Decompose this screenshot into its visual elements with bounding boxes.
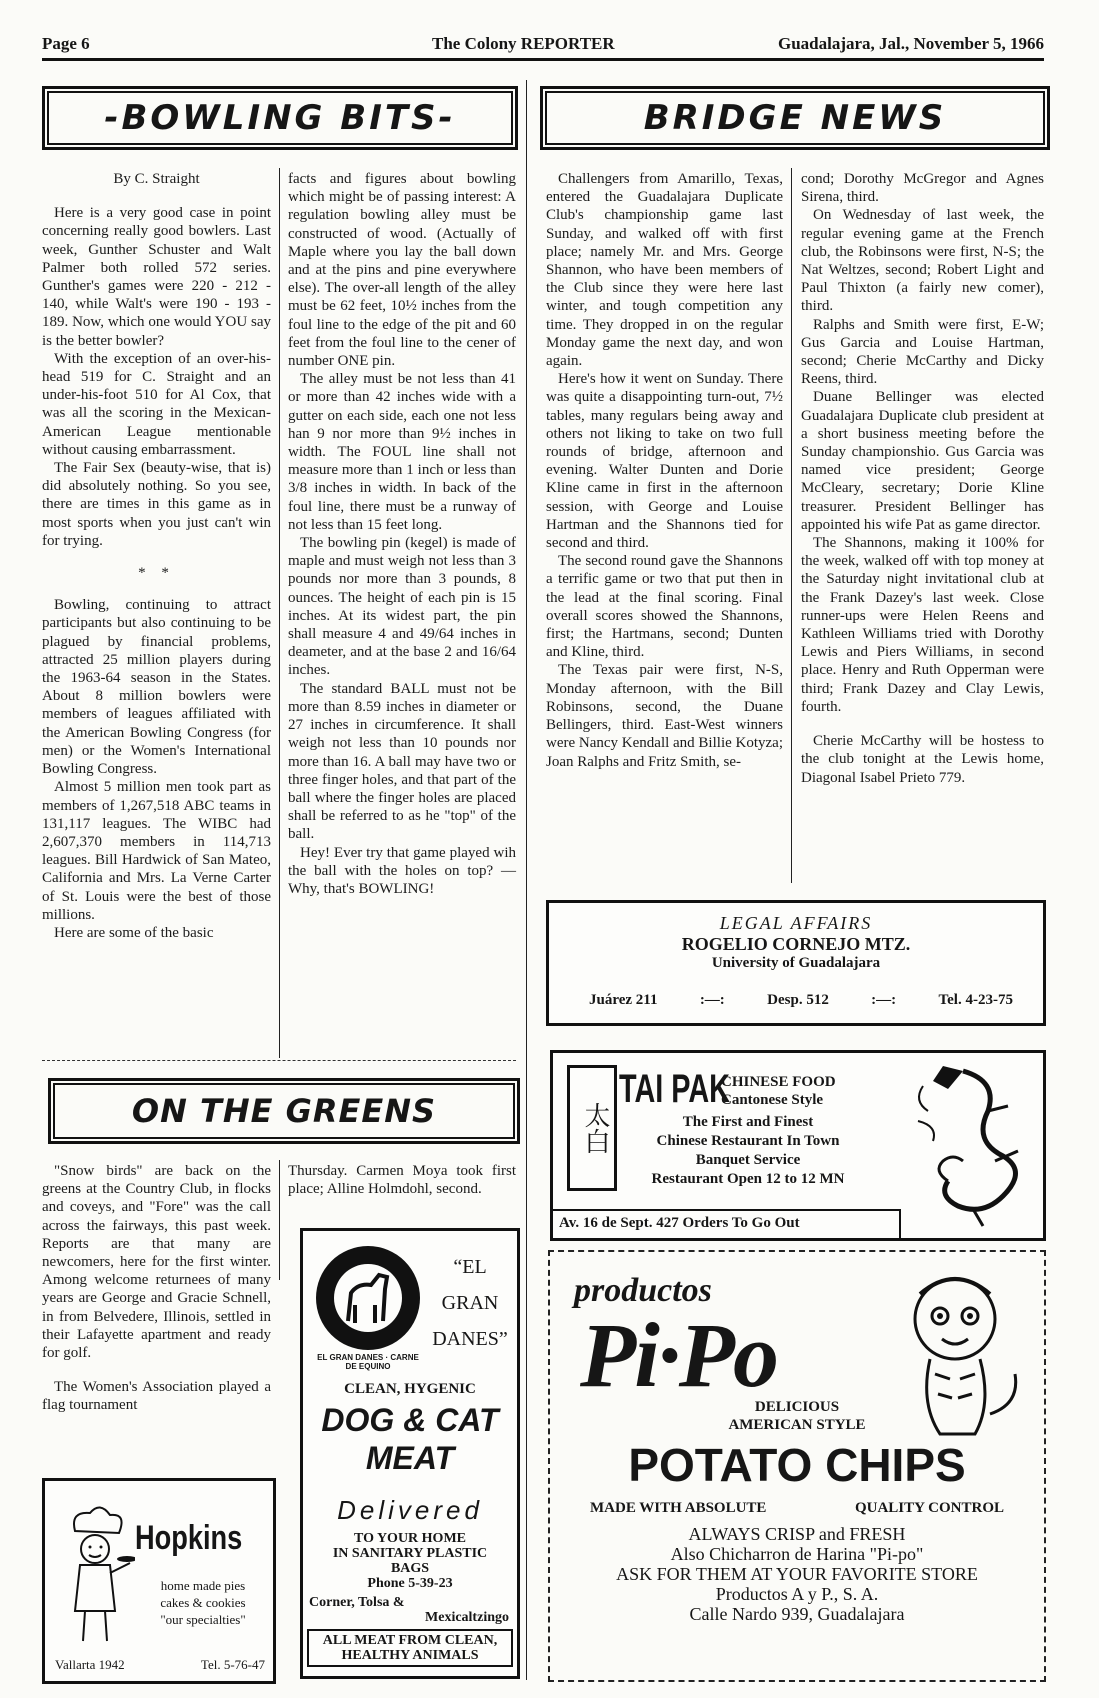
title-line: DANES” xyxy=(432,1328,508,1350)
paper-title: The Colony REPORTER xyxy=(432,34,615,53)
detail-line: BAGS xyxy=(390,1561,430,1576)
hopkins-ad xyxy=(42,1478,276,1684)
paragraph: Here is a very good case in point concerning really good bowlers. Last week, Gunther Schuster and Walt Palmer both rolled 572 series. Gunther's games were 220 - 212 - 140, while Walt's were 190 - 193 - 189. Now, which one would YOU say is the better bowler? xyxy=(42,205,271,349)
dog-seal-icon xyxy=(313,1243,423,1353)
bridge-column-1 xyxy=(546,170,783,771)
gran-danes-details xyxy=(303,1531,517,1591)
paragraph: The second round gave the Shannons a terrific game or two that put then in the lead at the final scoring. Final overall scores showed the Shannons, first; the Hartmans, second; Dunten and Kline, third. xyxy=(546,553,783,661)
gran-danes-footer xyxy=(307,1629,513,1667)
legal-affairs-ad xyxy=(546,900,1046,1026)
pipo-line: Calle Nardo 939, Guadalajara xyxy=(689,1604,905,1624)
divider xyxy=(42,1060,516,1061)
paragraph: The Shannons, making it 100% for the week, walked off with top money at the Saturday night invitational club at the Frank Dazey's last week. Close runner-ups were Helen Reens and Kathleen Williams tried with Dorothy Lewis and Piers Williams, in second place. Henry and Ruth Opperman were third; Frank Dazey and Clay Lewis, fourth. xyxy=(801,535,1044,715)
bridge-heading-text: BRIDGE NEWS xyxy=(643,98,947,138)
legal-contact xyxy=(589,992,1013,1009)
paragraph: Cherie McCarthy will be hostess to the club tonight at the Lewis home, Diagonal Isabel Prieto 779. xyxy=(801,733,1044,786)
pipo-line: Also Chicharron de Harina "Pi-po" xyxy=(670,1544,924,1564)
tai-pak-lines xyxy=(721,1073,901,1109)
paragraph: The bowling pin (kegel) is made of maple and must weigh not less than 3 pounds nor more than 3 pounds, 8 ounces. The height of each pin is 15 inches. At its widest part, the pin shall measure 4 and 49/64 inches in deameter, and at the base 2 and 16/64 inches. xyxy=(288,535,516,679)
pipo-line: ASK FOR THEM AT YOUR FAVORITE STORE xyxy=(616,1564,978,1584)
column-rule xyxy=(279,168,280,1058)
chef-icon xyxy=(55,1501,135,1651)
tai-pak-details xyxy=(613,1113,883,1189)
page-number: Page 6 xyxy=(42,34,90,53)
hopkins-details xyxy=(141,1577,265,1628)
headline-line: MEAT xyxy=(365,1440,455,1476)
section-separator: * * xyxy=(138,565,175,582)
paragraph: The standard BALL must not be more than 8.59 inches in diameter or 27 inches in circumference. It shall weigh not less than 10 pounds nor more than 16. A ball may have two or three finger holes, and that part of the ball where the finger holes are placed shall be referred to as he "top" of the ball. xyxy=(288,680,516,843)
legal-phone: Tel. 4-23-75 xyxy=(938,992,1013,1008)
greens-heading-text: ON THE GREENS xyxy=(131,1092,437,1130)
pipo-productos: productos xyxy=(574,1272,712,1309)
address-line: Mexicaltzingo xyxy=(425,1610,509,1625)
paragraph: With the exception of an over-his-head 519 for C. Straight and an under-his-foot 510 for Al Cox, that was all the scoring in the Mexican-American League mentionable without causing embarrassment. xyxy=(42,350,271,458)
bowling-column-1 xyxy=(42,170,271,942)
greens-heading xyxy=(48,1078,520,1144)
paragraph: Hey! Ever try that game played wih the ball with the holes on top? — Why, that's BOWLING! xyxy=(288,844,516,897)
paragraph: Thursday. Carmen Moya took first place; Alline Holmdohl, second. xyxy=(288,1163,516,1198)
hopkins-line: "our specialties" xyxy=(160,1612,246,1627)
pipo-headline: POTATO CHIPS xyxy=(628,1439,966,1491)
gran-danes-title xyxy=(425,1249,515,1357)
seal-caption: EL GRAN DANES · CARNE DE EQUINO xyxy=(317,1353,419,1371)
hopkins-phone: Tel. 5-76-47 xyxy=(200,1657,265,1672)
paragraph: Almost 5 million men took part as members of 1,267,518 ABC teams in 131,117 leagues. The WIBC had 2,607,370 members in 114,713 leagues. Bill Hardwick of San Mateo, California and Mrs. La Verne Carter of St. Louis were the best of those millions. xyxy=(42,779,271,923)
bowling-heading-text: -BOWLING BITS- xyxy=(104,98,456,138)
pipo-line: MADE WITH ABSOLUTE xyxy=(590,1500,767,1516)
pipo-brand: Pi·Po xyxy=(580,1304,777,1406)
footer-line: ALL MEAT FROM CLEAN, xyxy=(322,1633,498,1648)
address-line: Corner, Tolsa & xyxy=(309,1595,405,1610)
hopkins-name: Hopkins xyxy=(135,1519,243,1557)
pipo-tagline xyxy=(550,1398,1044,1434)
legal-title: LEGAL AFFAIRS xyxy=(719,913,873,933)
paragraph: "Snow birds" are back on the greens at the Country Club, in flocks and coveys, and "Fore" was the call across the fairways, this past week. Reports are that many are newcomers, here for the first winter. Among welcome returnees of many years are George and Gracie Schnell, in from Belvedere, Illinois, settled in their Lafayette apartment and ready for golf. xyxy=(42,1163,271,1362)
tai-pak-line: Restaurant Open 12 to 12 MN xyxy=(651,1171,845,1187)
paragraph: The Fair Sex (beauty-wise, that is) did absolutely nothing. So you see, there are times in this game as in most sports when you just can't win for trying. xyxy=(42,460,271,549)
tai-pak-line: Chinese Restaurant In Town xyxy=(656,1133,840,1149)
tai-pak-line: The First and Finest xyxy=(682,1114,814,1130)
hopkins-line: cakes & cookies xyxy=(160,1595,246,1610)
detail-line: TO YOUR HOME xyxy=(353,1531,466,1546)
paragraph: Ralphs and Smith were first, E-W; Gus Garcia and Louise Hartman, second; Cherie McCarthy and Dicky Reens, third. xyxy=(801,316,1044,388)
detail-line: IN SANITARY PLASTIC xyxy=(332,1546,488,1561)
legal-office: Desp. 512 xyxy=(767,992,829,1008)
footer-line: HEALTHY ANIMALS xyxy=(341,1648,479,1663)
tai-pak-seal: 太白 xyxy=(567,1065,617,1191)
separator: :—: xyxy=(699,992,725,1008)
hopkins-line: home made pies xyxy=(160,1578,246,1593)
pipo-line: ALWAYS CRISP and FRESH xyxy=(688,1524,906,1544)
tai-pak-line: CHINESE FOOD xyxy=(721,1074,836,1090)
title-line: GRAN xyxy=(441,1292,499,1314)
dragon-icon xyxy=(903,1061,1033,1231)
paragraph: The Texas pair were first, N-S, Monday afternoon, with the Bill Robinsons, second, the Duane Bellingers, third. East-West winners were Nancy Kendall and Billie Kotyza; Joan Ralphs and Fritz Smith, se- xyxy=(546,662,783,770)
gran-danes-address xyxy=(309,1595,509,1625)
gran-danes-delivered: Delivered xyxy=(337,1495,483,1525)
gran-danes-ad xyxy=(300,1228,520,1679)
bowling-heading xyxy=(42,86,518,150)
separator: :—: xyxy=(871,992,897,1008)
pipo-quality xyxy=(590,1500,1004,1517)
paragraph: Challengers from Amarillo, Texas, entered the Guadalajara Duplicate Club's championship game last Sunday, and walked off with first place; namely Mr. and Mrs. George Shannon, who have been members of the Club since they were here last winter, and tough competition any time. They dropped in on the regular Monday game the next day, and won again. xyxy=(546,171,783,370)
paragraph: Here are some of the basic xyxy=(54,924,214,941)
bridge-heading xyxy=(540,86,1050,150)
paragraph: Duane Bellinger was elected Guadalajara Duplicate club president at a short business meeting before the Sunday championshio. Gus Garcia was named vice president; George McCleary, secretary; Dorie Kline treasurer. President Bellinger has appointed his wife Pat as game director. xyxy=(801,389,1044,533)
masthead xyxy=(42,30,1044,56)
tai-pak-line: Cantonese Style xyxy=(721,1092,824,1108)
pipo-line: DELICIOUS xyxy=(754,1399,840,1415)
tai-pak-ad xyxy=(550,1050,1046,1241)
title-line: “EL xyxy=(453,1256,487,1278)
seal-bottom-text: CARNE DE EQUINO xyxy=(345,1353,419,1371)
paragraph: Here's how it went on Sunday. There was quite a disappointing turn-out, 7½ tables, many regulars being away and others not liking to take on two full rounds of bridge, afternoon and evening. Walter Dunten and Dorie Kline came in first in the afternoon session, with George and Louise Hartman and the Shannons tied for second and third. xyxy=(546,371,783,552)
legal-address: Juárez 211 xyxy=(589,992,658,1008)
paragraph: On Wednesday of last week, the regular evening game at the French club, the Robinsons were first, N-S; the Nat Weltzes, second; Robert Light and Paul Thixton (a fairly new comer), third. xyxy=(801,207,1044,315)
gran-danes-tag: CLEAN, HYGENIC xyxy=(344,1381,476,1397)
pipo-line: QUALITY CONTROL xyxy=(854,1500,1004,1516)
paragraph: facts and figures about bowling which might be of passing interest: A regulation bowling alley must be constructed of wood. (Actually of Maple where you lay the ball down and at the pins and pine everywhere else). The over-all length of the alley must be 62 feet, 10½ inches from the foul line to the edge of the pit and 60 feet from the foul line to the cener of number ONE pin. xyxy=(288,171,516,370)
byline: By C. Straight xyxy=(113,171,200,187)
masthead-rule xyxy=(42,58,1044,61)
column-rule xyxy=(526,80,527,1680)
legal-school: University of Guadalajara xyxy=(711,955,881,971)
paragraph: cond; Dorothy McGregor and Agnes Sirena, third. xyxy=(801,171,1044,206)
hopkins-contact xyxy=(55,1657,265,1673)
gran-danes-headline xyxy=(303,1401,517,1477)
pipo-details xyxy=(550,1524,1044,1624)
tai-pak-line: Banquet Service xyxy=(695,1152,801,1168)
bowling-column-2 xyxy=(288,170,516,898)
column-rule xyxy=(279,1160,280,1280)
bridge-column-2 xyxy=(801,170,1044,787)
tai-pak-name: TAI PAK xyxy=(619,1067,730,1111)
paragraph: Bowling, continuing to attract participants but also continuing to be plagued by financial problems, attracted 25 million players during the 1963-64 season in the States. About 8 million bowlers were members of leagues affiliated with the American Bowling Congress (for men) or the Women's International Bowling Congress. xyxy=(42,597,271,778)
hopkins-address: Vallarta 1942 xyxy=(55,1657,125,1672)
greens-column-1 xyxy=(42,1162,271,1415)
pipo-line: AMERICAN STYLE xyxy=(728,1417,866,1433)
seal-top-text: EL GRAN DANES xyxy=(317,1353,384,1362)
paragraph: The Women's Association played a flag tournament xyxy=(42,1379,271,1414)
detail-line: Phone 5-39-23 xyxy=(367,1576,453,1591)
column-rule xyxy=(791,168,792,883)
pipo-ad xyxy=(548,1250,1046,1682)
tai-pak-address: Av. 16 de Sept. 427 Orders To Go Out xyxy=(553,1209,901,1238)
dateline: Guadalajara, Jal., November 5, 1966 xyxy=(777,34,1044,53)
pipo-line: Productos A y P., S. A. xyxy=(715,1584,879,1604)
legal-name: ROGELIO CORNEJO MTZ. xyxy=(681,934,911,954)
greens-column-2 xyxy=(288,1162,516,1198)
paragraph: The alley must be not less than 41 or more than 42 inches wide with a gutter on each side, each one not less han 9 nor more than 9½ inches in width. The FOUL line shall not measure more than 1 inch or less than 3/8 inches in width. In back of the foul line, there must be a runway of not less than 15 feet long. xyxy=(288,371,516,533)
headline-line: DOG & CAT xyxy=(321,1402,499,1438)
